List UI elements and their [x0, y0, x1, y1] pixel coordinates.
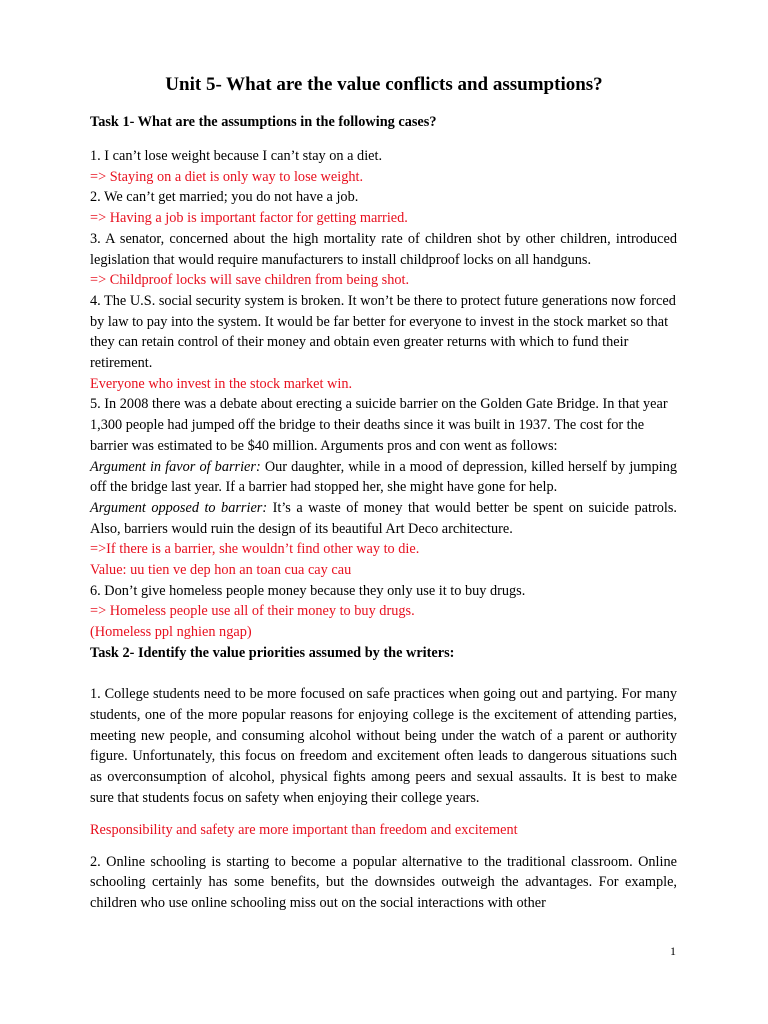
item-5-question: 5. In 2008 there was a debate about erecting a suicide barrier on the Golden Gate Bridge. In that year 1,300 people had jumped off the bridge to their deaths since it was built in 1937. The cost for the barrier was estimated to be $40 million. Arguments pros and con went as follows: — [90, 396, 668, 454]
task2-paragraph-1: 1. College students need to be more focused on safe practices when going out and partying. For many students, one of the more popular reasons for enjoying college is the excitement of attending parties, meeting new people, and consuming alcohol without being under the watch of a parent or authority figure. Unfortunately, this focus on freedom and excitement often leads to dangerous situations such as overconsumption of alcohol, physical fights among peers and sexual assaults. It is best to make sure that students focus on safety when enjoying their college years. — [90, 686, 677, 806]
item-4-question: 4. The U.S. social security system is broken. It won’t be there to protect future generations now forced by law to pay into the system. It would be far better for everyone to invest in the stock market so that they can retain control of their money and obtain even greater returns with which to fund their retirement. — [90, 292, 676, 372]
item-1-answer: => Staying on a diet is only way to lose weight. — [90, 168, 364, 185]
task2-body — [90, 684, 677, 914]
task1-body — [90, 146, 677, 664]
favor-text: Our daughter, while in a mood of depression, killed herself by jumping off the bridge last year. If a barrier had stopped her, she might have gone for help. — [90, 458, 677, 496]
task2-answer-1: Responsibility and safety are more important than freedom and excitement — [90, 821, 518, 838]
favor-label: Argument in favor of barrier: — [90, 458, 261, 475]
item-1-question: 1. I can’t lose weight because I can’t stay on a diet. — [90, 148, 383, 164]
item-3-answer: => Childproof locks will save children from being shot. — [90, 272, 410, 289]
page-title: Unit 5- What are the value conflicts and assumptions? — [165, 74, 603, 95]
item-6-note: (Homeless ppl nghien ngap) — [90, 624, 252, 641]
task2-paragraph-2: 2. Online schooling is starting to become a popular alternative to the traditional classroom. Online schooling certainly has some benefits, but the downsides outweigh the advantages. For example, children who use online schooling miss out on the social interactions with other — [90, 853, 677, 912]
item-2-answer: => Having a job is important factor for getting married. — [90, 210, 408, 227]
item-4-answer: Everyone who invest in the stock market win. — [90, 375, 353, 392]
item-5-value: Value: uu tien ve dep hon an toan cua cay cau — [90, 562, 352, 579]
item-5-oppose — [90, 498, 677, 539]
item-5-answer: =>If there is a barrier, she wouldn’t find other way to die. — [90, 541, 420, 558]
item-6-answer: => Homeless people use all of their money to buy drugs. — [90, 603, 415, 620]
page-number: 1 — [670, 944, 676, 958]
item-2-question: 2. We can’t get married; you do not have a job. — [90, 189, 359, 206]
oppose-label: Argument opposed to barrier: — [90, 499, 268, 516]
item-5-favor — [90, 457, 677, 498]
item-6-question: 6. Don’t give homeless people money because they only use it to buy drugs. — [90, 582, 526, 599]
task2-heading: Task 2- Identify the value priorities assumed by the writers: — [90, 644, 455, 661]
task1-heading: Task 1- What are the assumptions in the following cases? — [90, 114, 437, 130]
item-3-question: 3. A senator, concerned about the high mortality rate of children shot by other children, introduced legislation that would require manufacturers to install childproof locks on all handguns. — [90, 230, 677, 268]
oppose-text: It’s a waste of money that would better be spent on suicide patrols. Also, barriers would ruin the design of its beautiful Art Deco architecture. — [90, 499, 677, 537]
